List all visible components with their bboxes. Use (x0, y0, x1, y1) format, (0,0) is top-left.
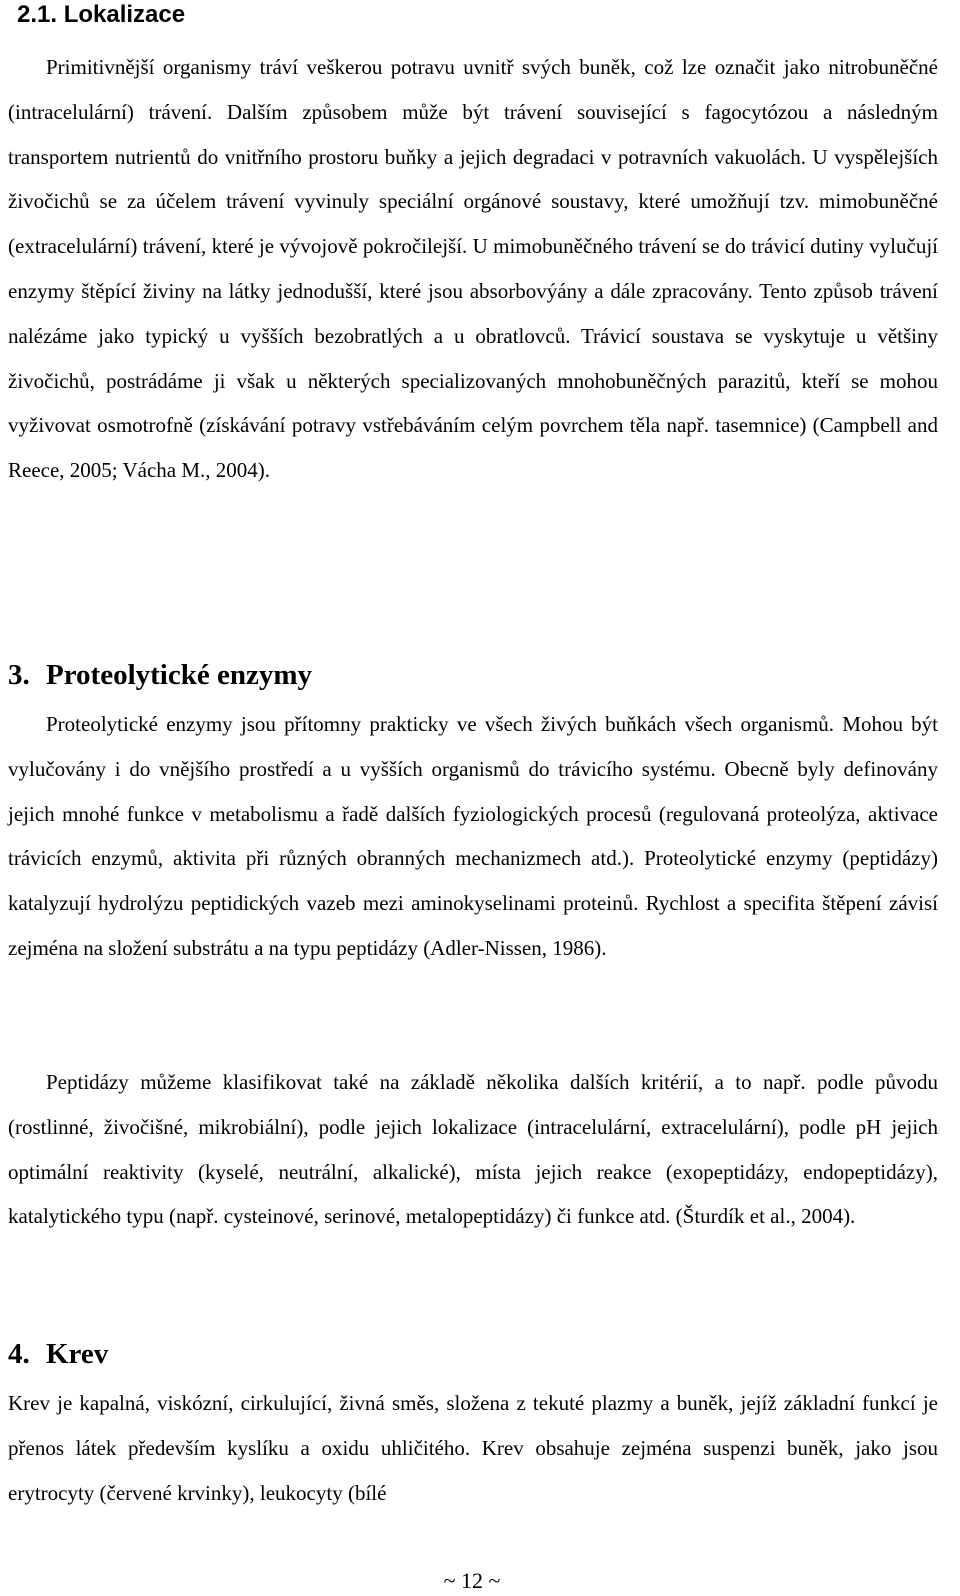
section-3-paragraph-1: Proteolytické enzymy jsou přítomny prakticky ve všech živých buňkách všech organismů. Mohou být vylučovány i do vnějšího prostředí a u vyšších organismů do trávicího systému. Obecně byly definovány jejich mnohé funkce v metabolismu a řadě dalších fyziologických procesů (regulovaná proteolýza, aktivace trávicích enzymů, aktivita při různých obranných mechanizmech atd.). Proteolytické enzymy (peptidázy) katalyzují hydrolýzu peptidických vazeb mezi aminokyselinami proteinů. Rychlost a specifita štěpení závisí zejména na složení substrátu a na typu peptidázy (Adler-Nissen, 1986). (8, 712, 938, 960)
section-4-paragraph: Krev je kapalná, viskózní, cirkulující, živná směs, složena z tekuté plazmy a buněk, jejíž základní funkcí je přenos látek především kyslíku a oxidu uhličitého. Krev obsahuje zejména suspenzi buněk, jako jsou erytrocyty (červené krvinky), leukocyty (bílé (8, 1391, 938, 1505)
section-3-number: 3. (8, 659, 30, 691)
section-2-1-paragraph: Primitivnější organismy tráví veškerou potravu uvnitř svých buněk, což lze označit jako nitrobuněčné (intracelulární) trávení. Dalším způsobem může být trávení související s fagocytózou a následným transportem nutrientů do vnitřního prostoru buňky a jejich degradaci v potravních vakuolách. U vyspělejších živočichů se za účelem trávení vyvinuly speciální orgánové soustavy, které umožňují tzv. mimobuněčné (extracelulární) trávení, které je vývojově pokročilejší. U mimobuněčného trávení se do trávicí dutiny vylučují enzymy štěpící živiny na látky jednodušší, které jsou absorbovýány a dále zpracovány. Tento způsob trávení nalézáme jako typický u vyšších bezobratlých a u obratlovců. Trávicí soustava se vyskytuje u většiny živočichů, postrádáme ji však u některých specializovaných mnohobuněčných parazitů, kteří se mohou vyživovat osmotrofně (získávání potravy vstřebáváním celým povrchem těla např. tasemnice) (Campbell and Reece, 2005; Vácha M., 2004). (8, 55, 938, 483)
section-3-title: Proteolytické enzymy (46, 659, 313, 691)
page-number: ~ 12 ~ (443, 1568, 501, 1593)
section-4-heading (8, 1336, 108, 1372)
section-4-title: Krev (46, 1338, 109, 1370)
section-4-number: 4. (8, 1338, 30, 1370)
section-3-heading (8, 657, 312, 693)
section-3-paragraph-2: Peptidázy můžeme klasifikovat také na základě několika dalších kritérií, a to např. podle původu (rostlinné, živočišné, mikrobiální), podle jejich lokalizace (intracelulární, extracelulární), podle pH jejich optimální reaktivity (kyselé, neutrální, alkalické), místa jejich reakce (exopeptidázy, endopeptidázy), katalytického typu (např. cysteinové, serinové, metalopeptidázy) či funkce atd. (Šturdík et al., 2004). (8, 1070, 938, 1229)
section-2-1-heading: 2.1. Lokalizace (17, 1, 186, 28)
